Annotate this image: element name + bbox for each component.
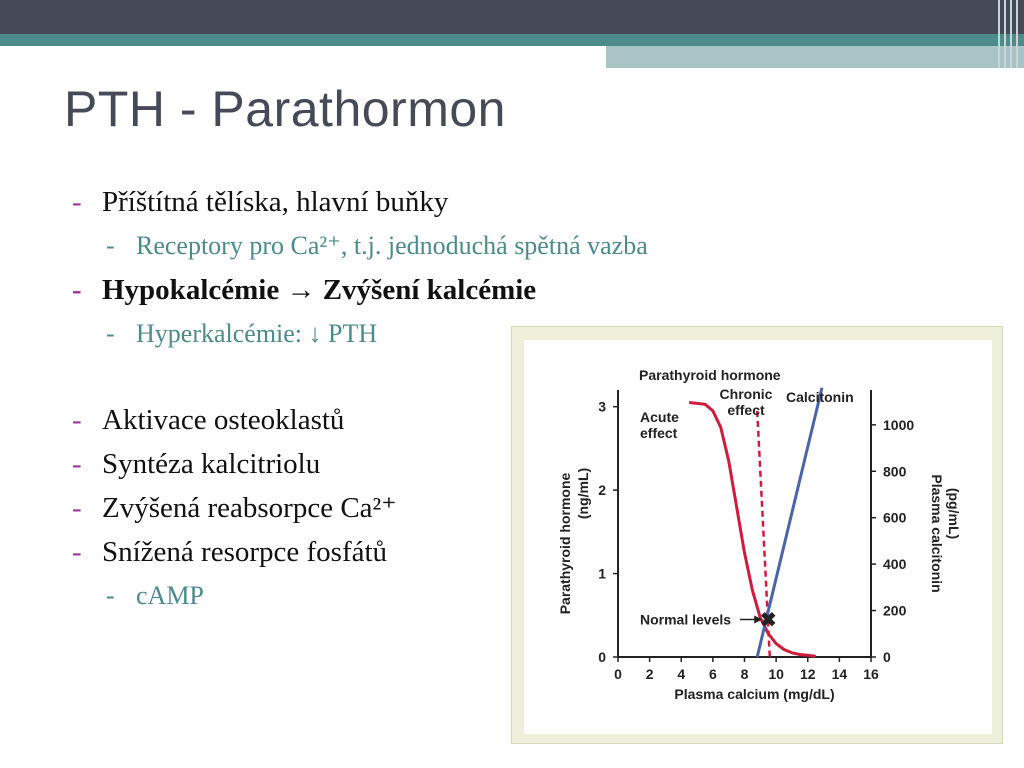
bullet-text: cAMP bbox=[136, 581, 204, 610]
bullet-text: Hyperkalcémie: ↓ PTH bbox=[136, 319, 378, 348]
x-tick-label: 12 bbox=[799, 666, 816, 682]
bullet-dash: - bbox=[106, 231, 115, 260]
bullet-text: Receptory pro Ca²⁺, t.j. jednoduchá spětná vazba bbox=[136, 231, 648, 260]
x-axis-label: Plasma calcium (mg/dL) bbox=[674, 686, 835, 702]
normal-level-marker: ✖ bbox=[759, 609, 777, 632]
pth-calcium-chart bbox=[524, 340, 992, 734]
y-tick-label: 2 bbox=[598, 482, 606, 499]
y2-tick-label: 0 bbox=[883, 649, 891, 665]
bullet-text: Příštítná tělíska, hlavní buňky bbox=[102, 186, 449, 218]
y2-tick-label: 600 bbox=[883, 509, 907, 526]
y2-tick-label: 400 bbox=[883, 556, 907, 573]
corner-stripes bbox=[994, 0, 1024, 68]
slide-title: PTH - Parathormon bbox=[64, 81, 506, 137]
bullet-dash: - bbox=[72, 404, 82, 436]
bullet-text: Zvýšená reabsorpce Ca²⁺ bbox=[102, 492, 397, 524]
bullet-item bbox=[72, 270, 792, 314]
header-light-band bbox=[606, 46, 1024, 68]
annotation-label: Normal levels bbox=[640, 611, 732, 628]
x-tick-label: 16 bbox=[863, 666, 879, 682]
series-label: Calcitonin bbox=[786, 389, 854, 405]
bullet-dash: - bbox=[72, 186, 82, 218]
bullet-dash: - bbox=[72, 448, 82, 480]
chart-panel bbox=[524, 340, 992, 734]
x-tick-label: 4 bbox=[677, 666, 686, 682]
x-tick-label: 14 bbox=[831, 666, 848, 682]
bullet-text: Snížená resorpce fosfátů bbox=[102, 536, 388, 568]
series-label: Chronic bbox=[719, 386, 773, 402]
bullet-dash: - bbox=[106, 581, 115, 610]
x-tick-label: 8 bbox=[740, 666, 749, 682]
y-tick-label: 0 bbox=[598, 649, 606, 665]
x-tick-label: 2 bbox=[645, 666, 654, 682]
x-tick-label: 10 bbox=[768, 666, 784, 682]
y-tick-label: 1 bbox=[598, 565, 606, 582]
y-axis-label: Parathyroid hormone bbox=[557, 472, 573, 615]
series-label: Acute bbox=[640, 409, 679, 425]
bullet-text: Hypokalcémie → Zvýšení kalcémie bbox=[102, 274, 537, 306]
series-label: effect bbox=[727, 402, 765, 418]
bullet-item bbox=[72, 182, 792, 226]
y2-tick-label: 200 bbox=[883, 602, 907, 619]
y2-tick-label: 800 bbox=[883, 463, 907, 480]
bullet-dash: - bbox=[72, 274, 82, 306]
x-tick-label: 6 bbox=[708, 666, 717, 682]
bullet-dash: - bbox=[72, 536, 82, 568]
sub-bullet-item bbox=[72, 226, 792, 270]
header-bar bbox=[0, 0, 1024, 34]
bullet-dash: - bbox=[72, 492, 82, 524]
y2-tick-label: 1000 bbox=[883, 416, 915, 433]
x-tick-label: 0 bbox=[614, 666, 622, 682]
bullet-text: Aktivace osteoklastů bbox=[102, 404, 345, 436]
y-axis-unit: (ng/mL) bbox=[575, 467, 591, 520]
y2-axis-label: Plasma calcitonin bbox=[929, 474, 945, 593]
y-tick-label: 3 bbox=[598, 398, 606, 415]
y2-axis-unit: (pg/mL) bbox=[946, 487, 962, 540]
bullet-dash: - bbox=[106, 319, 115, 348]
bullet-text: Syntéza kalcitriolu bbox=[102, 448, 321, 480]
series-label: effect bbox=[640, 425, 678, 441]
chart-title: Parathyroid hormone bbox=[639, 367, 781, 383]
header-accent-band bbox=[0, 34, 1024, 46]
